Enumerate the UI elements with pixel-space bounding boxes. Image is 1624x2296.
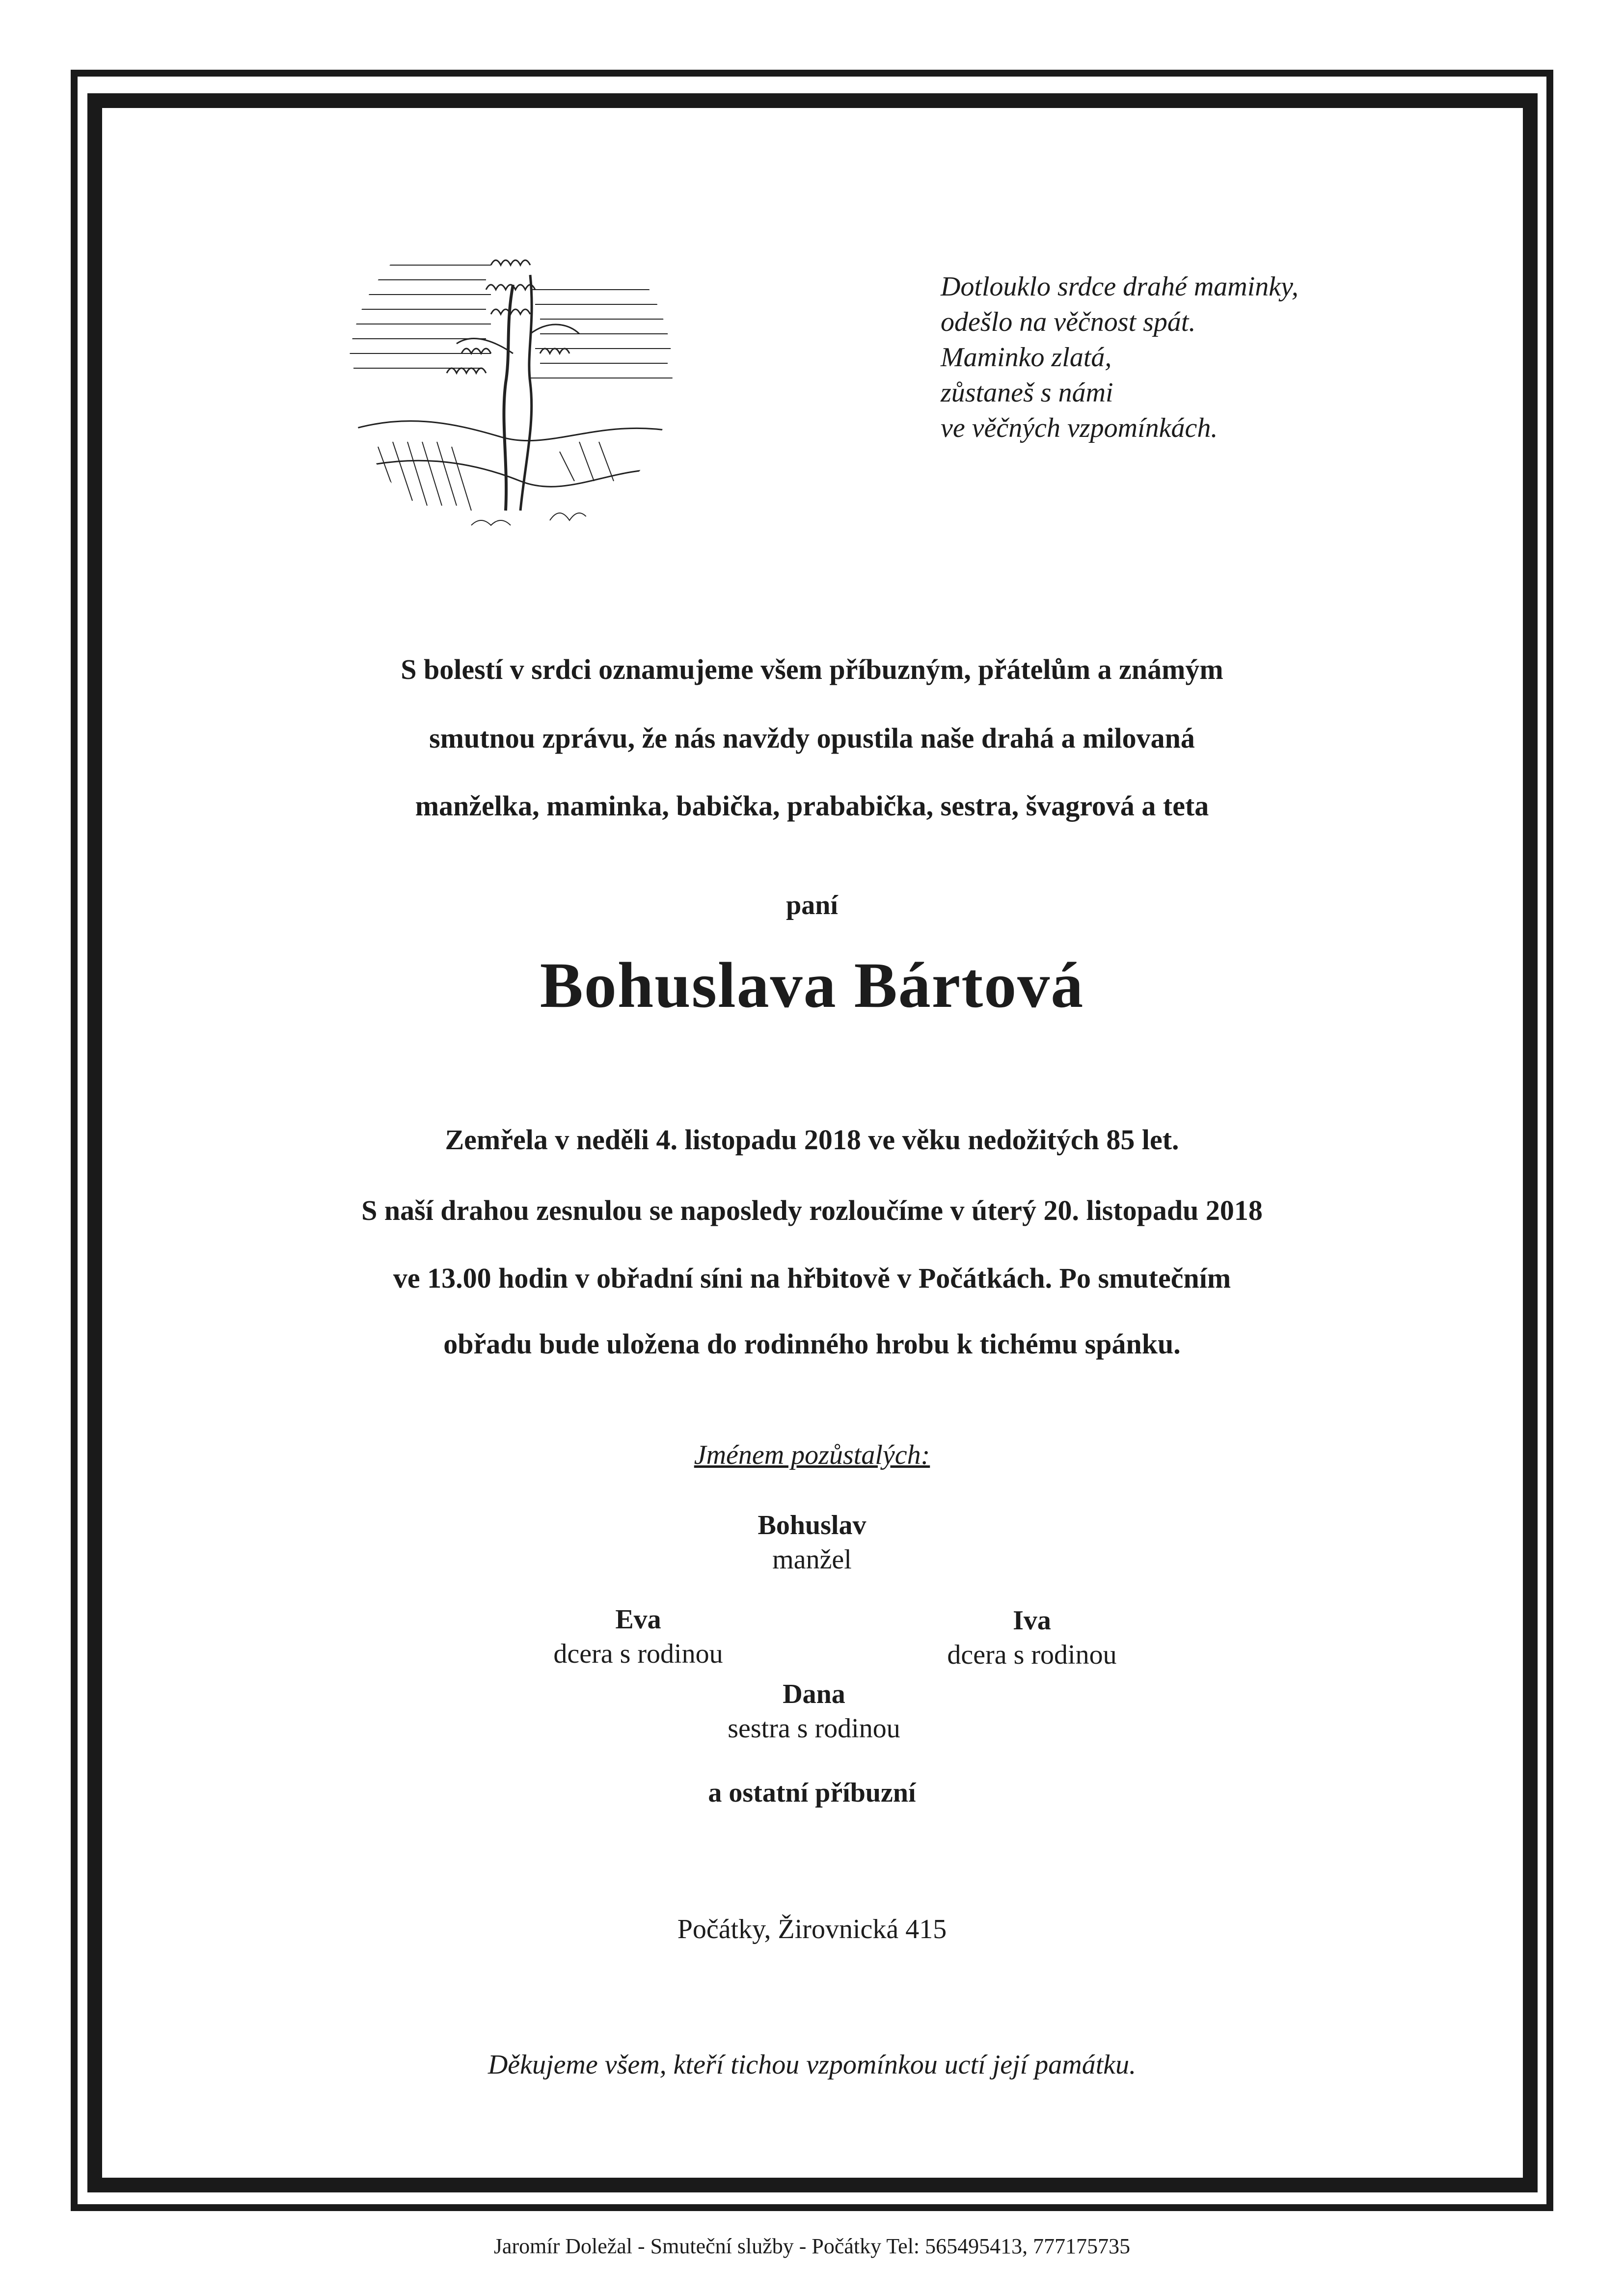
survivor-relation: manžel	[772, 1544, 852, 1575]
poem-line: zůstaneš s námi	[941, 378, 1113, 408]
survivor-husband	[665, 1508, 959, 1577]
survivor-relation: dcera s rodinou	[553, 1639, 723, 1669]
footer-funeral-service: Jaromír Doležal - Smuteční služby - Počátky Tel: 565495413, 777175735	[493, 2234, 1131, 2258]
intro-line-3: manželka, maminka, babička, prababička, sestra, švagrová a teta	[415, 790, 1209, 822]
survivors-header	[0, 1439, 1624, 1471]
poem-line: ve věčných vzpomínkách.	[941, 413, 1218, 443]
intro-line-1: S bolestí v srdci oznamujeme všem příbuzným, přátelům a známým	[401, 653, 1223, 685]
survivor-relation: dcera s rodinou	[947, 1640, 1117, 1670]
survivor-sister-dana	[667, 1677, 961, 1746]
details-line-3: ve 13.00 hodin v obřadní síni na hřbitově v Počátkách. Po smutečním	[393, 1262, 1231, 1294]
survivor-name: Iva	[1013, 1605, 1051, 1636]
survivor-name: Dana	[783, 1679, 845, 1709]
poem	[941, 269, 1432, 446]
tree-landscape-illustration	[344, 206, 677, 550]
poem-line: Maminko zlatá,	[941, 342, 1112, 373]
intro-line-2: smutnou zprávu, že nás navždy opustila naše drahá a milovaná	[429, 722, 1195, 754]
honorific: paní	[786, 890, 838, 920]
survivor-name: Bohuslav	[758, 1510, 866, 1540]
survivor-daughter-eva	[491, 1602, 785, 1671]
survivors-header-text: Jménem pozůstalých:	[694, 1440, 930, 1470]
details-line-2: S naší drahou zesnulou se naposledy rozloučíme v úterý 20. listopadu 2018	[361, 1194, 1263, 1226]
thanks-line: Děkujeme všem, kteří tichou vzpomínkou uctí její památku.	[487, 2050, 1137, 2080]
survivor-daughter-iva	[885, 1603, 1179, 1672]
details-line-4: obřadu bude uložena do rodinného hrobu k tichému spánku.	[443, 1328, 1181, 1360]
poem-line: Dotlouklo srdce drahé maminky,	[941, 271, 1299, 302]
survivor-relation: sestra s rodinou	[728, 1713, 900, 1744]
other-relatives: a ostatní příbuzní	[708, 1778, 916, 1808]
details-line-1: Zemřela v neděli 4. listopadu 2018 ve věku nedožitých 85 let.	[445, 1124, 1179, 1156]
address: Počátky, Žirovnická 415	[677, 1914, 947, 1945]
poem-line: odešlo na věčnost spát.	[941, 307, 1196, 337]
deceased-name: Bohuslava Bártová	[540, 949, 1084, 1021]
survivor-name: Eva	[615, 1604, 661, 1635]
